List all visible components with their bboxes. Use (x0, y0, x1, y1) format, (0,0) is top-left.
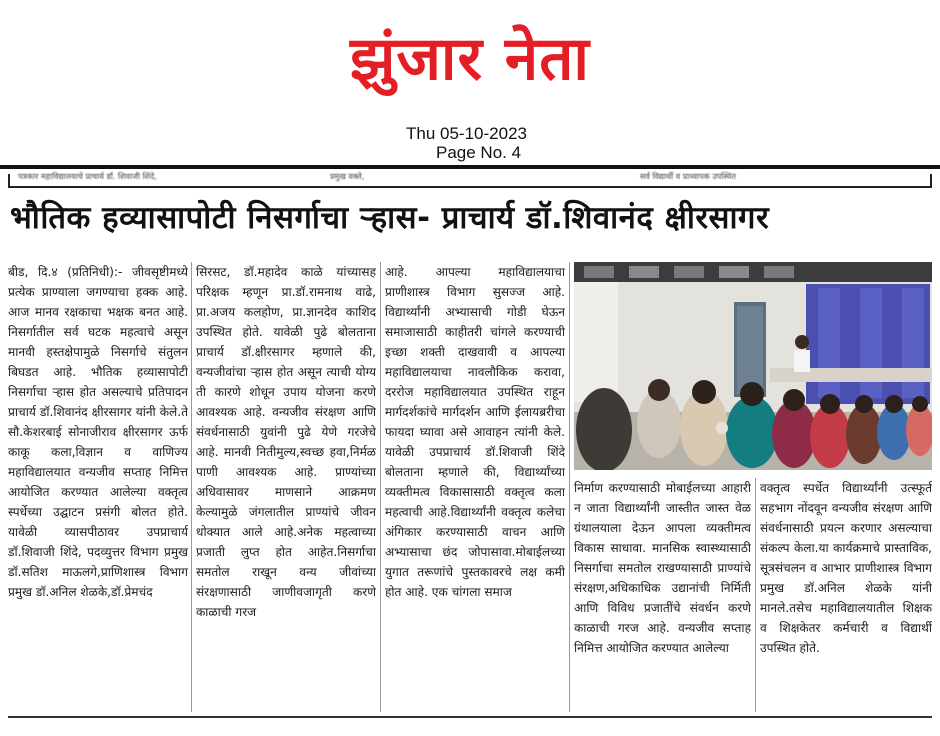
article-column-5 (760, 478, 932, 712)
column-divider (380, 262, 381, 712)
article-frame-top (8, 186, 932, 188)
event-photo-illustration (574, 262, 932, 470)
article-bottom-rule (8, 716, 932, 718)
column-1-text: बीड, दि.४ (प्रतिनिधी):- जीवसृष्टीमध्ये प्रत्येक प्राण्याला जगण्याचा हक्क आहे. आज मानव रक्षकाचा भक्षक बनत आहे. निसर्गातील सर्व घटक महत्वाचे असून मानवी हस्तक्षेपामुळे निसर्गाचे संतुलन बिघडत आहे. भौतिक हव्यासापोटी निसर्गाचा ऱ्हास होत असल्याचे प्रतिपादन प्राचार्य डॉ.शिवानंद क्षीरसागर यांनी केले.ते सौ.केशरबाई सोनाजीराव क्षीरसागर ऊर्फ काकू कला,विज्ञान व वाणिज्य महाविद्यालयात वन्यजीव सप्ताह निमित्त आयोजित करण्यात आलेल्या वक्तृत्व स्पर्धेच्या उद्घाटन प्रसंगी बोलत होते. यावेळी व्यासपीठावर उपप्राचार्य डॉ.शिवाजी शिंदे, पदव्युत्तर विभाग प्रमुख डॉ.सतिश माऊलगे,प्राणिशास्त्र विभाग प्रमुख डॉ.अनिल शेळके,डॉ.प्रेमचंद (8, 265, 188, 599)
article-column-1 (8, 262, 188, 712)
article-column-3 (385, 262, 565, 712)
column-4-text: निर्माण करण्यासाठी मोबाईलच्या आहारी न जाता विद्यार्थ्यांनी जास्तीत जास्त वेळ ग्रंथालयाला देऊन आपला व्यक्तीमत्व विकास साधावा. मानसिक स्वास्थ्यासाठी निसर्गाचा समतोल राखण्यासाठी प्राण्यांचे संरक्षण,अधिकाधिक उद्यानांची निर्मिती आणि विविध प्रजातींचे संवर्धन करणे काळाची गरज आहे. वन्यजीव सप्ताह निमित्त आयोजित करण्यात आलेल्या (574, 481, 751, 655)
event-photo (574, 262, 932, 470)
column-5-text: वक्तृत्व स्पर्धेत विद्यार्थ्यांनी उत्स्फूर्त सहभाग नोंदवून वन्यजीव संरक्षण आणि संवर्धनासाठी प्रयत्न करणार असल्याचा संकल्प केला.या कार्यक्रमाचे प्रास्ताविक, सूत्रसंचलन व आभार प्राणीशास्त्र विभाग प्रमुख डॉ.अनिल शेळके यांनी मानले.तसेच महाविद्यालयातील शिक्षक व शिक्षकेतर कर्मचारी व विद्यार्थी उपस्थित होते. (760, 481, 932, 655)
previous-article-strip-mid: प्रमुख वक्ते, (330, 172, 365, 181)
edition-date: Thu 05-10-2023 (406, 124, 527, 143)
column-2-text: सिरसट, डॉ.महादेव काळे यांच्यासह परिक्षक म्हणून प्रा.डॉ.रामनाथ वाढे, प्रा.अजय कलहोण, प्रा.ज्ञानदेव काशिद उपस्थित होते. यावेळी पुढे बोलताना प्राचार्य डॉ.क्षीरसागर म्हणाले की, वन्यजीवांचा ऱ्हास होत असून त्याची योग्य ती कारणे शोधून उपाय योजना करणे आवश्यक आहे. वन्यजीव संरक्षण आणि संवर्धनासाठी युवांनी पुढे येणे गरजेचे आहे. मानवी नितीमुल्य,स्वच्छ हवा,निर्मळ पाणी आवश्यक आहे. प्राण्यांच्या अधिवासावर माणसाने आक्रमण केल्यामुळे जंगलातील प्राण्यांचे जीवन धोक्यात आले आहे.अनेक महत्वाच्या प्रजाती लुप्त होत आहेत.निसर्गाचा समतोल राखून वन्य जीवांच्या संरक्षणासाठी जाणीवजागृती करणे काळाची गरज (196, 265, 376, 619)
masthead (0, 0, 940, 165)
article-column-4 (574, 478, 751, 712)
article-frame-left (8, 174, 10, 188)
newspaper-name: झुंजार नेता (350, 24, 590, 94)
column-divider (755, 478, 756, 712)
column-divider (191, 262, 192, 712)
article-column-2 (196, 262, 376, 712)
previous-article-strip-right: सर्व विद्यार्थी व प्राध्यापक उपस्थित (640, 172, 736, 181)
column-divider (569, 262, 570, 712)
edition-page-number: Page No. 4 (436, 143, 522, 162)
previous-article-strip-left: पत्रकार महाविद्यालयाचे प्राचार्य डॉ. शिवाजी शिंदे, (18, 172, 157, 181)
masthead-rule (0, 165, 940, 169)
article-frame-right (930, 174, 932, 188)
article-headline: भौतिक हव्यासापोटी निसर्गाचा ऱ्हास- प्राचार्य डॉ.शिवानंद क्षीरसागर (10, 200, 770, 236)
column-3-text: आहे. आपल्या महाविद्यालयाचा प्राणीशास्त्र विभाग सुसज्ज आहे. विद्यार्थ्यांनी अभ्यासाची गोडी घेऊन समाजासाठी काहीतरी चांगले करण्याची इच्छा शक्ती दाखवावी व आपल्या महाविद्यालयाचा नावलौकिक करावा, दररोज महाविद्यालयात उपस्थित राहून मार्गदर्शकांचे मार्गदर्शन आणि ईलायब्ररीचा फायदा घ्यावा असे आवाहन त्यांनी केले. यावेळी उपप्राचार्य डॉ.शिवाजी शिंदे बोलताना म्हणाले की, विद्यार्थ्यांच्या व्यक्तीमत्व विकासासाठी वक्तृत्व कला महत्वाची आहे.विद्यार्थ्यांनी वक्तृत्व कलेचा अंगिकार करण्यासाठी वाचन आणि अभ्यासाचा छंद जोपासावा.मोबाईलच्या युगात तरूणांचे पुस्तकावरचे लक्ष कमी होत आहे. एक चांगला समाज (385, 265, 565, 599)
